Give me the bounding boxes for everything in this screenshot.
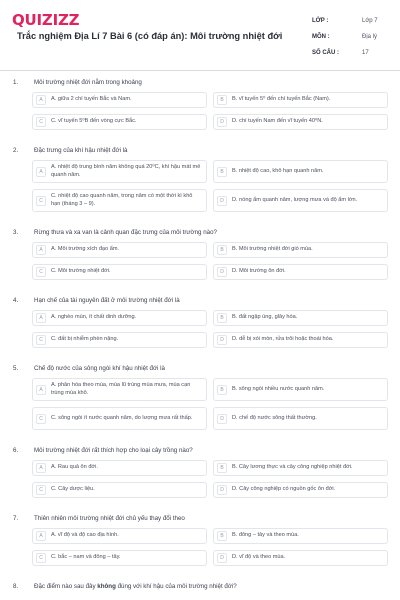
option-letter-badge: A (36, 245, 46, 255)
answer-option-a[interactable] (32, 378, 207, 401)
answer-option-a[interactable] (32, 92, 207, 108)
option-text: D. dễ bị xói mòn, rửa trôi hoặc thoái hóa. (232, 336, 334, 343)
option-letter-badge: C (36, 414, 46, 424)
option-text: B. Cây lương thực và cây công nghiệp nhiệt đới. (232, 464, 353, 471)
option-letter-badge: A (36, 385, 46, 395)
answer-option-d[interactable] (213, 189, 388, 212)
option-letter-badge: C (36, 553, 46, 563)
question-number: 1. (13, 79, 19, 86)
question-item (0, 360, 400, 430)
option-letter-badge: C (36, 485, 46, 495)
option-letter-badge: B (217, 463, 227, 473)
option-letter-badge: D (217, 553, 227, 563)
question-header (0, 292, 400, 310)
option-text: A. vĩ độ và độ cao địa hình. (51, 532, 119, 539)
question-number: 7. (13, 515, 19, 522)
option-text: C. nhiệt độ cao quanh năm, trong năm có một thời kì khô hạn (tháng 3 – 9). (51, 192, 193, 207)
option-letter-badge: D (217, 414, 227, 424)
option-letter-badge: A (36, 167, 46, 177)
option-letter-badge: A (36, 95, 46, 105)
option-text: A. Môi trường xích đạo ẩm. (51, 246, 120, 253)
answer-options (32, 160, 388, 212)
option-text: D. chí tuyến Nam đến vĩ tuyến 40⁰N. (232, 118, 323, 125)
meta-label: SỐ CÂU : (312, 50, 339, 56)
option-letter-badge: B (217, 313, 227, 323)
question-text-part: Đặc điểm nào sau đây (34, 583, 98, 590)
answer-options (32, 242, 388, 280)
question-text: Môi trường nhiệt đới rất thích hợp cho loại cây trồng nào? (34, 447, 193, 454)
answer-option-d[interactable] (213, 264, 388, 280)
question-number: 6. (13, 447, 19, 454)
option-letter-badge: B (217, 531, 227, 541)
option-text: B. Môi trường nhiệt đới gió mùa. (232, 246, 313, 253)
question-number: 3. (13, 229, 19, 236)
answer-option-d[interactable] (213, 114, 388, 130)
answer-option-b[interactable] (213, 160, 388, 183)
meta-value: 17 (362, 50, 369, 56)
question-header (0, 442, 400, 460)
option-text: B. sông ngòi nhiều nước quanh năm. (232, 385, 325, 392)
question-number: 5. (13, 365, 19, 372)
option-text: A. phân hóa theo mùa, mùa lũ trùng mùa mưa, mùa cạn trùng mùa khô. (51, 381, 191, 396)
answer-option-c[interactable] (32, 264, 207, 280)
option-letter-badge: B (217, 95, 227, 105)
question-number: 2. (13, 147, 19, 154)
answer-option-a[interactable] (32, 160, 207, 183)
option-letter-badge: D (217, 335, 227, 345)
answer-option-d[interactable] (213, 550, 388, 566)
option-text: B. nhiệt độ cao, khô hạn quanh năm. (232, 167, 324, 174)
answer-option-d[interactable] (213, 332, 388, 348)
answer-option-a[interactable] (32, 310, 207, 326)
option-letter-badge: C (36, 335, 46, 345)
answer-option-b[interactable] (213, 378, 388, 401)
answer-option-b[interactable] (213, 460, 388, 476)
answer-options (32, 92, 388, 130)
option-text: C. sông ngòi ít nước quanh năm, do lượng mưa rất thấp. (51, 414, 193, 421)
option-letter-badge: D (217, 485, 227, 495)
meta-row-grade (312, 13, 388, 29)
option-text: D. Cây công nghiệp có nguồn gốc ôn đới. (232, 486, 336, 493)
question-text: Chế độ nước của sông ngòi khí hậu nhiệt đới là (34, 365, 165, 372)
meta-value: Địa lý (362, 34, 378, 40)
question-number: 4. (13, 297, 19, 304)
answer-option-a[interactable] (32, 242, 207, 258)
question-item (0, 142, 400, 212)
answer-options (32, 460, 388, 498)
option-text: A. giữa 2 chí tuyến Bắc và Nam. (51, 96, 132, 103)
option-letter-badge: D (217, 117, 227, 127)
meta-row-subject (312, 29, 388, 45)
answer-option-a[interactable] (32, 460, 207, 476)
option-text: A. Rau quả ôn đới. (51, 464, 98, 471)
meta-label: LỚP : (312, 18, 329, 24)
question-text: Môi trường nhiệt đới nằm trong khoảng (34, 79, 142, 86)
quizizz-logo: QUIZIZZ (12, 11, 80, 29)
question-item (0, 442, 400, 498)
option-text: D. chế độ nước sông thất thường. (232, 414, 317, 421)
meta-label: MÔN : (312, 34, 330, 40)
question-text: Đặc trưng của khí hậu nhiệt đới là (34, 147, 128, 154)
answer-option-b[interactable] (213, 528, 388, 544)
question-item (0, 578, 400, 596)
answer-options (32, 378, 388, 430)
question-text: Rừng thưa và xa van là cảnh quan đặc trưng của môi trường nào? (34, 229, 217, 236)
question-text-part: đúng với khí hậu của môi trường nhiệt đới? (115, 583, 237, 590)
option-text: D. nóng ẩm quanh năm, lượng mưa và độ ẩm lớn. (232, 196, 358, 203)
option-text: D. vĩ độ và theo mùa. (232, 554, 286, 561)
option-text: C. vĩ tuyến 5⁰B đến vòng cực Bắc. (51, 118, 137, 125)
question-header (0, 142, 400, 160)
header-divider (0, 70, 400, 71)
answer-option-c[interactable] (32, 550, 207, 566)
option-letter-badge: C (36, 117, 46, 127)
answer-option-d[interactable] (213, 407, 388, 430)
question-item (0, 510, 400, 566)
question-text: Thiên nhiên môi trường nhiệt đới chủ yếu thay đổi theo (34, 515, 185, 522)
question-text: Hạn chế của tài nguyên đất ở môi trường nhiệt đới là (34, 297, 180, 304)
answer-option-a[interactable] (32, 528, 207, 544)
option-letter-badge: A (36, 531, 46, 541)
option-text: C. bắc – nam và đông – tây. (51, 554, 121, 561)
page-title: Trắc nghiệm Địa Lí 7 Bài 6 (có đáp án): Môi trường nhiệt đới (17, 31, 283, 41)
question-text (34, 583, 237, 590)
worksheet-meta (312, 13, 388, 61)
answer-option-b[interactable] (213, 242, 388, 258)
question-header (0, 578, 400, 596)
option-letter-badge: B (217, 167, 227, 177)
answer-option-c[interactable] (32, 189, 207, 212)
option-text: D. Môi trường ôn đới. (232, 268, 286, 275)
question-item (0, 224, 400, 280)
answer-options (32, 310, 388, 348)
option-letter-badge: D (217, 267, 227, 277)
option-letter-badge: C (36, 196, 46, 206)
answer-option-b[interactable] (213, 310, 388, 326)
answer-option-c[interactable] (32, 407, 207, 430)
answer-option-b[interactable] (213, 92, 388, 108)
option-text: B. vĩ tuyến 5⁰ đến chí tuyến Bắc (Nam). (232, 96, 331, 103)
option-letter-badge: C (36, 267, 46, 277)
option-text: C. đất bị nhiễm phèn nặng. (51, 336, 119, 343)
option-letter-badge: B (217, 245, 227, 255)
question-text-emphasis: không (97, 583, 116, 590)
question-header (0, 74, 400, 92)
option-text: A. nhiệt độ trung bình năm không quá 20⁰C, khí hậu mát mẻ quanh năm. (51, 163, 201, 178)
answer-option-c[interactable] (32, 482, 207, 498)
question-item (0, 74, 400, 130)
question-header (0, 360, 400, 378)
option-text: C. Môi trường nhiệt đới. (51, 268, 111, 275)
meta-value: Lớp 7 (362, 18, 378, 24)
option-text: A. nghèo mùn, ít chất dinh dưỡng. (51, 314, 137, 321)
question-item (0, 292, 400, 348)
answer-option-c[interactable] (32, 114, 207, 130)
answer-option-d[interactable] (213, 482, 388, 498)
answer-options (32, 528, 388, 566)
question-number: 8. (13, 583, 19, 590)
option-letter-badge: D (217, 196, 227, 206)
option-letter-badge: A (36, 463, 46, 473)
option-letter-badge: B (217, 385, 227, 395)
worksheet-header (0, 0, 400, 72)
question-header (0, 510, 400, 528)
meta-row-question-count (312, 45, 388, 61)
answer-option-c[interactable] (32, 332, 207, 348)
option-text: B. đông – tây và theo mùa. (232, 532, 299, 539)
option-letter-badge: A (36, 313, 46, 323)
option-text: C. Cây dược liệu. (51, 486, 95, 493)
option-text: B. đất ngập úng, glây hóa. (232, 314, 298, 321)
question-list (0, 74, 400, 600)
question-header (0, 224, 400, 242)
